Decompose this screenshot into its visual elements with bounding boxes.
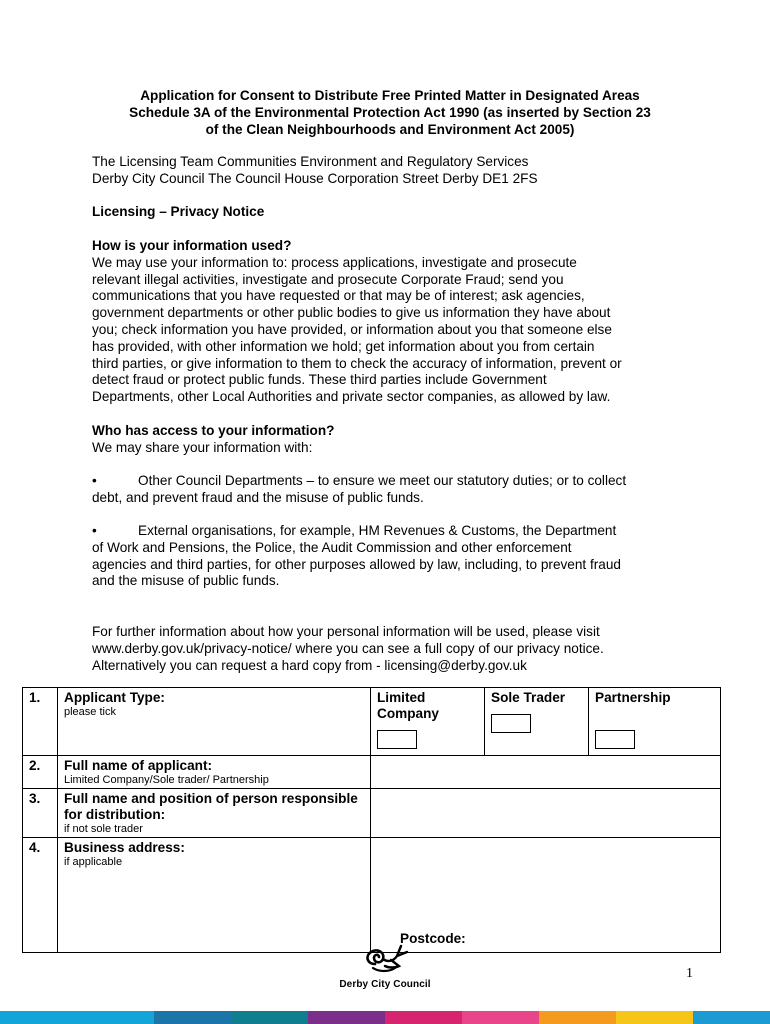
privacy-heading: Licensing – Privacy Notice	[92, 204, 265, 219]
ram-logo-icon	[361, 942, 409, 978]
use-line: third parties, or give information to them to check the accuracy of information, prevent or	[92, 355, 622, 371]
address-line-1: The Licensing Team Communities Environment and Regulatory Services	[92, 154, 529, 169]
option-label: Partnership	[595, 690, 671, 705]
footer-color-segment	[693, 1011, 770, 1024]
use-line: you; check information you have provided, or information about you that someone else	[92, 321, 612, 337]
use-line: detect fraud or protect public funds. These third parties include Government	[92, 372, 547, 388]
question-hint: Limited Company/Sole trader/ Partnership	[64, 774, 269, 786]
access-section	[92, 423, 704, 457]
option-label: Sole Trader	[491, 690, 566, 705]
question-cell	[58, 838, 371, 953]
bullet-1-line-1: Other Council Departments – to ensure we meet our statutory duties; or to collect	[138, 473, 627, 488]
question-hint: please tick	[64, 706, 116, 718]
use-line: Departments, other Local Authorities and private sector companies, as allowed by law.	[92, 389, 611, 405]
footer-color-segment	[385, 1011, 462, 1024]
question-title: Applicant Type:	[64, 690, 165, 705]
option-sole-trader	[485, 688, 589, 756]
footer-color-segment	[308, 1011, 385, 1024]
address-line-2: Derby City Council The Council House Corporation Street Derby DE1 2FS	[92, 170, 538, 186]
sole-trader-checkbox[interactable]	[491, 714, 531, 733]
applicant-name-field[interactable]	[371, 756, 721, 789]
footer-color-bar	[0, 1011, 770, 1024]
footer-color-segment	[0, 1011, 77, 1024]
title-line-2: Schedule 3A of the Environmental Protection Act 1990 (as inserted by Section 23	[129, 105, 651, 120]
row-number: 1.	[23, 688, 58, 756]
bullet-2-line: agencies and third parties, for other purposes allowed by law, including, to prevent fraud	[92, 556, 621, 572]
access-intro: We may share your information with:	[92, 439, 313, 455]
footer-color-segment	[77, 1011, 154, 1024]
footer-color-segment	[616, 1011, 693, 1024]
form-row-applicant-type	[23, 688, 721, 756]
footer-color-segment	[154, 1011, 231, 1024]
footer-color-segment	[462, 1011, 539, 1024]
bullet-dot: •	[92, 473, 97, 488]
question-hint: if applicable	[64, 856, 123, 868]
further-line: www.derby.gov.uk/privacy-notice/ where you can see a full copy of our privacy notice.	[92, 640, 604, 656]
question-cell	[58, 756, 371, 789]
bullet-1-line-2: debt, and prevent fraud and the misuse of public funds.	[92, 489, 424, 505]
bullet-2-line: and the misuse of public funds.	[92, 573, 280, 589]
question-title: Full name of applicant:	[64, 758, 213, 773]
use-line: has provided, with other information we hold; get information about you from certain	[92, 338, 595, 354]
further-line: For further information about how your personal information will be used, please visit	[92, 624, 600, 639]
use-line: relevant illegal activities, investigate and prosecute Corporate Fraud; send you	[92, 271, 564, 287]
bullet-1	[92, 473, 704, 507]
use-heading: How is your information used?	[92, 238, 292, 253]
derby-city-council-logo	[320, 942, 450, 1000]
form-row-business-address	[23, 838, 721, 953]
bullet-2	[92, 523, 704, 590]
bullet-dot: •	[92, 523, 97, 538]
use-line: We may use your information to: process applications, investigate and prosecute	[92, 254, 577, 270]
question-cell	[58, 789, 371, 838]
footer-color-segment	[539, 1011, 616, 1024]
row-number: 3.	[23, 789, 58, 838]
bullet-2-line: of Work and Pensions, the Police, the Audit Commission and other enforcement	[92, 539, 572, 555]
form-row-applicant-name	[23, 756, 721, 789]
use-line: government departments or other public bodies to give us information they have about	[92, 305, 611, 321]
further-line: Alternatively you can request a hard copy from - licensing@derby.gov.uk	[92, 657, 527, 673]
postcode-label: Postcode:	[400, 931, 466, 946]
question-cell	[58, 688, 371, 756]
question-title: Full name and position of person responsible for distribution:	[64, 791, 358, 822]
application-form	[22, 687, 721, 953]
option-label: Limited Company	[377, 690, 439, 721]
use-section	[92, 238, 704, 406]
limited-company-checkbox[interactable]	[377, 730, 417, 749]
bullet-2-line-1: External organisations, for example, HM Revenues & Customs, the Department	[138, 523, 617, 538]
title-line-3: of the Clean Neighbourhoods and Environment Act 2005)	[205, 122, 575, 137]
logo-text: Derby City Council	[339, 979, 431, 990]
page-number: 1	[686, 966, 693, 981]
council-address	[92, 154, 704, 188]
form-row-responsible-person	[23, 789, 721, 838]
footer-color-segment	[231, 1011, 308, 1024]
option-partnership	[589, 688, 721, 756]
row-number: 4.	[23, 838, 58, 953]
responsible-person-field[interactable]	[371, 789, 721, 838]
row-number: 2.	[23, 756, 58, 789]
document-title	[80, 87, 700, 138]
question-title: Business address:	[64, 840, 185, 855]
further-info	[92, 624, 704, 674]
use-line: communications that you have requested or that may be of interest; ask agencies,	[92, 288, 585, 304]
question-hint: if not sole trader	[64, 823, 143, 835]
title-line-1: Application for Consent to Distribute Free Printed Matter in Designated Areas	[140, 88, 640, 103]
option-limited-company	[371, 688, 485, 756]
access-heading: Who has access to your information?	[92, 423, 335, 438]
partnership-checkbox[interactable]	[595, 730, 635, 749]
